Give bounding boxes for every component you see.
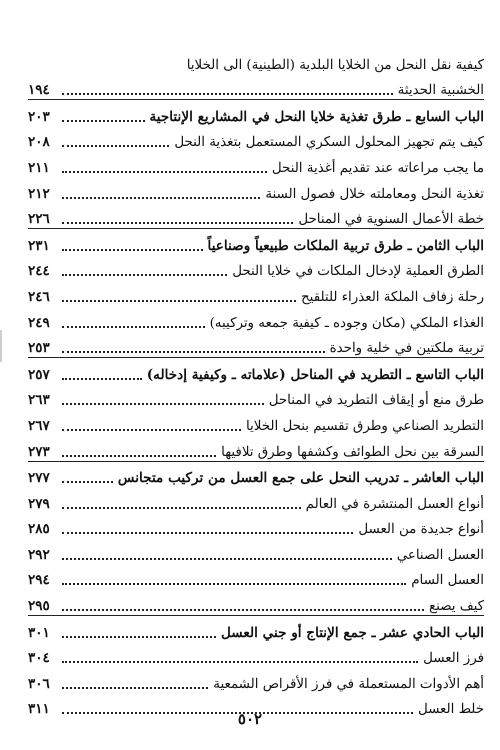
entry-title: ما يجب مراعاته عند تقديم أغذية النحل	[271, 160, 484, 176]
toc-entry	[28, 435, 484, 461]
entry-title: تغذية النحل ومعاملته خلال فصول السنة	[265, 186, 484, 202]
toc-entry	[28, 667, 484, 693]
dot-leader	[62, 403, 264, 405]
dot-leader	[62, 222, 293, 224]
entry-title: خلط العسل	[417, 702, 484, 718]
toc-entry	[28, 384, 484, 410]
entry-title: أنواع العسل المنتشرة في العالم	[305, 496, 484, 512]
toc-entry	[28, 255, 484, 281]
toc-chapter-entry	[28, 615, 484, 642]
entry-title: كيفية نقل النحل من الخلايا البلدية (الطينية) الى الخلايا	[186, 57, 484, 73]
toc-entry	[28, 203, 484, 229]
chapter-title: الباب الثامن ـ طرق تربية الملكات طبيعياً وصناعياً	[207, 237, 484, 254]
toc-chapter-entry	[28, 461, 484, 488]
entry-page-number: ١٩٤	[28, 82, 50, 99]
page-number: ٥٠٢	[237, 710, 263, 728]
entry-page-number: ٢٥٣	[28, 340, 50, 357]
entry-page-number: ٢٧٣	[28, 443, 50, 460]
table-of-contents	[28, 48, 484, 718]
toc-entry	[28, 564, 484, 590]
dot-leader	[62, 120, 145, 122]
toc-entry	[28, 74, 484, 100]
entry-title: كيف يصنع	[428, 599, 484, 615]
dot-leader	[62, 583, 406, 585]
entry-title: تربية ملكتين في خلية واحدة	[329, 341, 484, 357]
dot-leader	[62, 378, 142, 380]
entry-page-number: ٢٧٩	[28, 495, 50, 512]
toc-entry	[28, 332, 484, 358]
toc-entry	[28, 538, 484, 564]
dot-leader	[62, 300, 296, 302]
chapter-title: الباب الحادي عشر ـ جمع الإنتاج أو جني العسل	[221, 624, 484, 641]
entry-title: أهم الأدوات المستعملة في فرز الأقراص الشمعية	[213, 676, 484, 692]
toc-entry	[28, 487, 484, 513]
dot-leader	[62, 636, 216, 638]
toc-entry	[28, 306, 484, 332]
dot-leader	[62, 429, 241, 431]
dot-leader	[62, 687, 208, 689]
entry-title: الطرق العملية لإدخال الملكات في خلايا النحل	[232, 264, 484, 280]
entry-title: الغذاء الملكي (مكان وجوده ـ كيفية جمعه وتركيبه)	[209, 315, 484, 331]
entry-page-number: ٢٤٤	[28, 263, 50, 280]
scan-margin-mark	[0, 330, 2, 362]
entry-page-number: ٢٨٥	[28, 521, 50, 538]
toc-entry	[28, 642, 484, 668]
toc-entry	[28, 513, 484, 539]
dot-leader	[62, 326, 205, 328]
entry-page-number: ٢٠٨	[28, 134, 50, 151]
toc-entry	[28, 280, 484, 306]
toc-entry	[28, 589, 484, 615]
entry-page-number: ٢٩٤	[28, 572, 50, 589]
toc-chapter-entry	[28, 228, 484, 255]
entry-page-number: ٣٠١	[28, 624, 50, 641]
dot-leader	[62, 455, 216, 457]
dot-leader	[62, 93, 393, 95]
dot-leader	[62, 145, 169, 147]
toc-entry	[28, 48, 484, 74]
entry-title: كيف يتم تجهيز المحلول السكري المستعمل بتغذية النحل	[174, 135, 484, 151]
entry-page-number: ٢٢٦	[28, 211, 50, 228]
dot-leader	[62, 532, 353, 534]
toc-entry	[28, 151, 484, 177]
toc-chapter-entry	[28, 357, 484, 384]
entry-page-number: ٣٠٤	[28, 650, 50, 667]
entry-page-number: ٢٧٧	[28, 470, 50, 487]
dot-leader	[62, 558, 392, 560]
toc-entry	[28, 126, 484, 152]
dot-leader	[62, 197, 260, 199]
dot-leader	[62, 351, 325, 353]
entry-title: العسل السام	[411, 573, 484, 589]
entry-title: الخشبية الحديثة	[397, 83, 484, 99]
dot-leader	[62, 661, 418, 663]
chapter-title: الباب التاسع ـ التطريد في المناحل (علاماته ـ وكيفية إدخاله)	[146, 366, 484, 383]
entry-page-number: ٢١٢	[28, 185, 50, 202]
dot-leader	[62, 507, 301, 509]
entry-page-number: ٢٤٦	[28, 288, 50, 305]
entry-page-number: ٢٦٧	[28, 417, 50, 434]
entry-page-number: ٣١١	[28, 701, 50, 718]
entry-page-number: ٢٤٩	[28, 314, 50, 331]
entry-page-number: ٢٣١	[28, 237, 50, 254]
entry-title: العسل الصناعي	[396, 547, 484, 563]
entry-page-number: ٢١١	[28, 159, 50, 176]
dot-leader	[62, 481, 113, 483]
toc-chapter-entry	[28, 99, 484, 126]
entry-title: التطريد الصناعي وطرق تقسيم بنحل الخلايا	[245, 418, 484, 434]
entry-page-number: ٢٩٢	[28, 546, 50, 563]
entry-title: السرقة بين نحل الطوائف وكشفها وطرق تلافيها	[221, 444, 484, 460]
entry-page-number: ٣٠٦	[28, 675, 50, 692]
entry-title: طرق منع أو إيقاف التطريد في المناحل	[268, 393, 484, 409]
chapter-title: الباب السابع ـ طرق تغذية خلايا النحل في المشاريع الإنتاجية	[149, 108, 484, 125]
entry-page-number: ٢٥٧	[28, 366, 50, 383]
chapter-title: الباب العاشر ـ تدريب النحل على جمع العسل من تركيب متجانس	[117, 470, 484, 487]
entry-title: أنواع جديدة من العسل	[358, 522, 484, 538]
dot-leader	[62, 609, 424, 611]
toc-entry	[28, 177, 484, 203]
dot-leader	[62, 274, 227, 276]
entry-title: فرز العسل	[423, 651, 484, 667]
dot-leader	[62, 249, 203, 251]
entry-title: خطة الأعمال السنوية في المناحل	[298, 212, 484, 228]
dot-leader	[62, 171, 267, 173]
entry-page-number: ٢٠٣	[28, 108, 50, 125]
toc-entry	[28, 409, 484, 435]
entry-page-number: ٢٩٥	[28, 598, 50, 615]
entry-page-number: ٢٦٣	[28, 392, 50, 409]
entry-title: رحلة زفاف الملكة العذراء للتلقيح	[301, 289, 484, 305]
